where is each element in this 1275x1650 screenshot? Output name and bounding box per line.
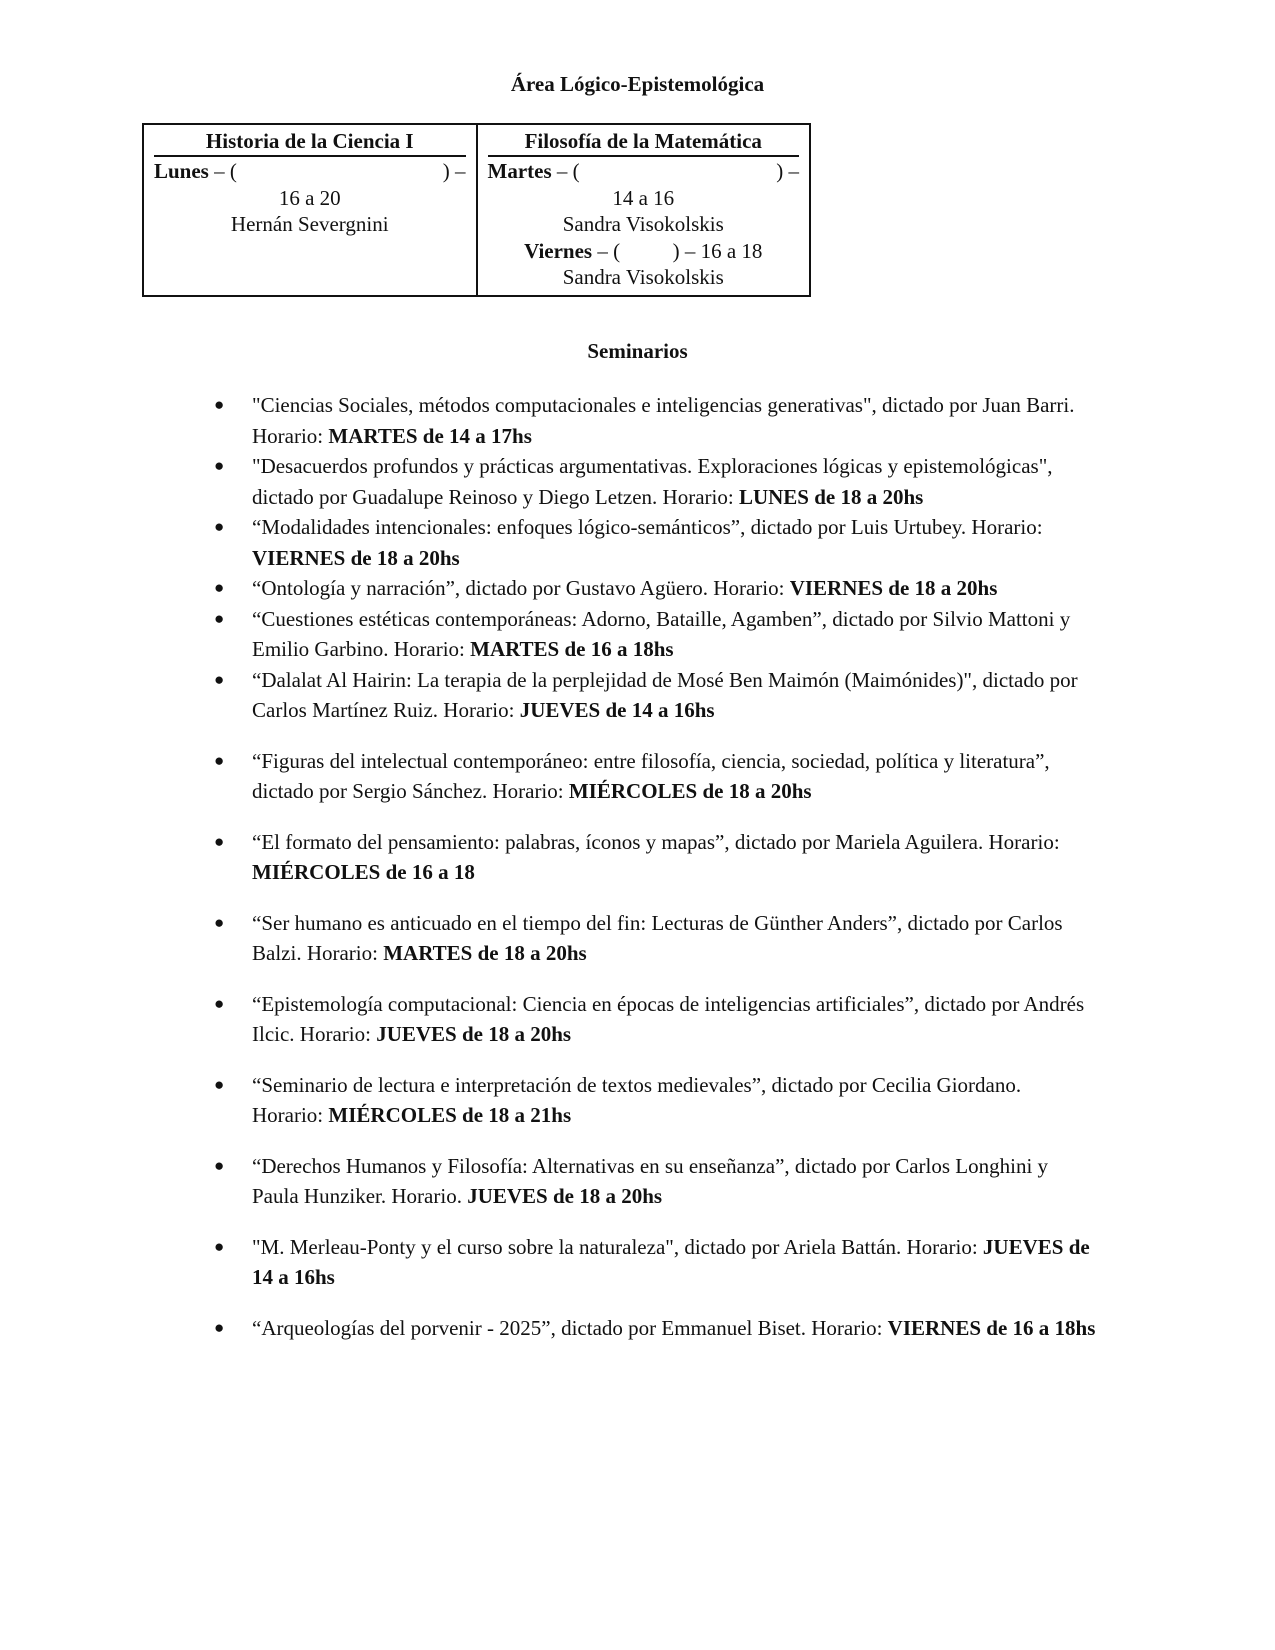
course-title: Filosofía de la Matemática (488, 127, 800, 157)
seminar-text: “El formato del pensamiento: palabras, íconos y mapas”, dictado por Mariela Aguilera. Horario: (252, 829, 1060, 854)
seminar-item (0, 989, 1096, 1050)
seminars-list (0, 390, 1096, 1343)
seminar-text: "Ciencias Sociales, métodos computacionales e inteligencias generativas", dictado por Juan Barri. Horario: (252, 393, 1075, 448)
schedule-table (142, 123, 811, 297)
bullet-icon: ● (214, 395, 225, 414)
bullet-icon: ● (214, 750, 225, 770)
seminar-schedule: VIERNES de 18 a 20hs (789, 576, 998, 600)
seminar-text: "Desacuerdos profundos y prácticas argumentativas. Exploraciones lógicas y epistemológicas", dictado por Guadalupe Reinoso y Diego Letzen. Horario: (252, 454, 1053, 509)
seminar-item (0, 604, 1096, 665)
seminar-text: "M. Merleau-Ponty y el curso sobre la naturaleza", dictado por Ariela Battán. Horario: (252, 1234, 983, 1259)
bullet-icon: ● (214, 669, 225, 689)
seminar-schedule: VIERNES de 16 a 18hs (887, 1315, 1096, 1340)
area-title: Área Lógico-Epistemológica (510, 72, 765, 96)
seminar-item (0, 1151, 1096, 1212)
seminar-schedule: JUEVES de 18 a 20hs (376, 1022, 572, 1046)
bullet-icon: ● (214, 993, 225, 1013)
course-cell-historia (143, 124, 477, 296)
slot-line (154, 158, 466, 185)
seminar-schedule: VIERNES de 18 a 20hs (252, 545, 460, 570)
course-cell-matematica (477, 124, 811, 296)
bullet-icon: ● (214, 912, 225, 932)
seminar-text: “Ser humano es anticuado en el tiempo del fin: Lecturas de Günther Anders”, dictado por Carlos Balzi. Horario: (252, 910, 1063, 965)
seminars-title: Seminarios (587, 339, 688, 363)
seminar-schedule: JUEVES de 18 a 20hs (467, 1184, 663, 1208)
seminar-schedule: MIÉRCOLES de 18 a 21hs (328, 1103, 572, 1127)
seminar-item (0, 512, 1096, 573)
bullet-icon: ● (214, 1236, 225, 1256)
bullet-icon: ● (214, 608, 225, 628)
time-range: 16 a 20 (278, 185, 341, 210)
teacher-name: Sandra Visokolskis (562, 212, 724, 236)
seminar-text: “Seminario de lectura e interpretación de textos medievales”, dictado por Cecilia Giordano. Horario: (252, 1072, 1022, 1127)
teacher-name: Hernán Severgnini (230, 212, 389, 236)
bullet-icon: ● (214, 517, 225, 536)
seminar-schedule: MIÉRCOLES de 16 a 18 (252, 860, 475, 884)
day-label: Lunes (154, 159, 209, 183)
seminar-item (0, 1070, 1096, 1131)
slot-line-2 (488, 238, 800, 265)
seminar-text: “Derechos Humanos y Filosofía: Alternativas en su enseñanza”, dictado por Carlos Longhini y Paula Hunziker. Horario. (252, 1153, 1049, 1208)
day-end: ) – (776, 159, 799, 183)
seminar-schedule: MARTES de 14 a 17hs (328, 423, 532, 448)
seminar-item (0, 746, 1096, 807)
seminar-text: “Arqueologías del porvenir - 2025”, dictado por Emmanuel Biset. Horario: (252, 1315, 888, 1340)
slot-rest: – ( ) – 16 a 18 (597, 238, 763, 263)
seminar-schedule: MARTES de 16 a 18hs (470, 637, 674, 661)
seminar-item (0, 1232, 1096, 1293)
day-end: ) – (442, 159, 466, 183)
seminar-schedule: MIÉRCOLES de 18 a 20hs (568, 779, 812, 803)
seminar-text: “Modalidades intencionales: enfoques lógico-semánticos”, dictado por Luis Urtubey. Horario: (252, 515, 1043, 539)
seminar-item (0, 451, 1096, 512)
seminar-item (0, 390, 1096, 451)
day-sep: – ( (556, 159, 580, 183)
seminar-item (0, 573, 1096, 604)
bullet-icon: ● (214, 1155, 225, 1175)
seminar-item (0, 1313, 1096, 1344)
seminar-text: “Cuestiones estéticas contemporáneas: Adorno, Bataille, Agamben”, dictado por Silvio Mattoni y Emilio Garbino. Horario: (252, 606, 1071, 661)
seminar-text: “Ontología y narración”, dictado por Gustavo Agüero. Horario: (252, 576, 790, 600)
seminar-item (0, 665, 1096, 726)
seminar-schedule: JUEVES de 14 a 16hs (252, 1234, 1090, 1289)
seminar-item (0, 908, 1096, 969)
day-label: Viernes (524, 238, 593, 263)
day-sep: – ( (214, 159, 237, 183)
teacher-name: Sandra Visokolskis (562, 265, 724, 289)
bullet-icon: ● (214, 1074, 225, 1094)
bullet-icon: ● (214, 1317, 225, 1337)
seminar-schedule: MARTES de 18 a 20hs (383, 941, 587, 965)
seminar-text: “Dalalat Al Hairin: La terapia de la perplejidad de Mosé Ben Maimón (Maimónides)", dictado por Carlos Martínez Ruiz. Horario: (252, 667, 1078, 722)
seminar-item (0, 827, 1096, 888)
bullet-icon: ● (214, 831, 225, 851)
bullet-icon: ● (214, 456, 225, 475)
time-range: 14 a 16 (612, 185, 675, 210)
seminar-text: “Epistemología computacional: Ciencia en épocas de inteligencias artificiales”, dictado por Andrés Ilcic. Horario: (252, 991, 1085, 1046)
day-label: Martes (487, 159, 552, 183)
slot-line (488, 158, 800, 185)
bullet-icon: ● (214, 578, 225, 597)
seminar-schedule: LUNES de 18 a 20hs (738, 484, 924, 509)
course-title: Historia de la Ciencia I (154, 127, 466, 157)
seminar-schedule: JUEVES de 14 a 16hs (519, 698, 715, 722)
seminar-text: “Figuras del intelectual contemporáneo: entre filosofía, ciencia, sociedad, política y literatura”, dictado por Sergio Sánchez. Horario: (252, 748, 1050, 803)
